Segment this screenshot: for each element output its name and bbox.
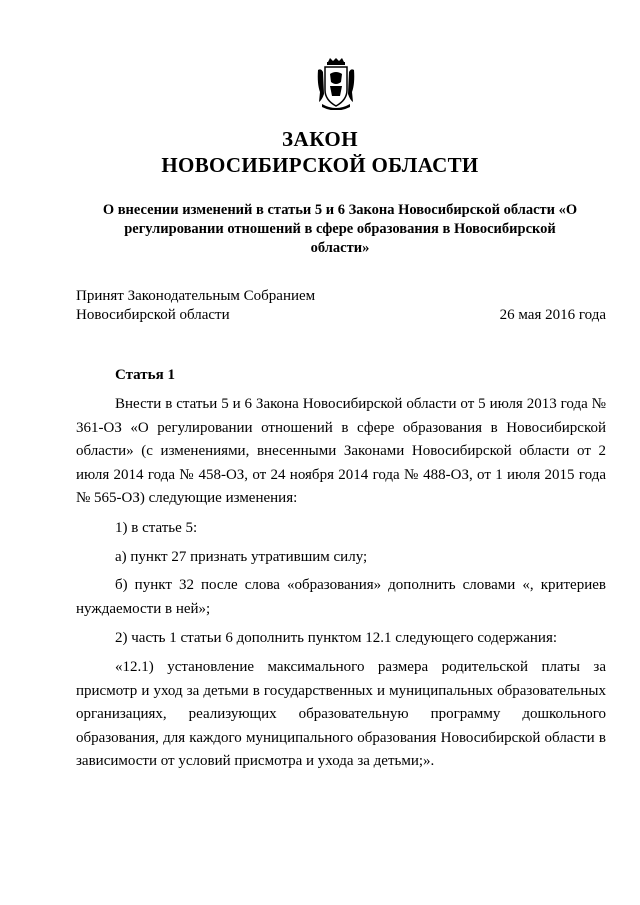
law-subtitle: О внесении изменений в статьи 5 и 6 Закона Новосибирской области «О регулировании отношений в сфере образования в Новосибирской области» [102, 202, 578, 256]
adopted-by-line1: Принят Законодательным Собранием [76, 288, 316, 304]
document-title-region: НОВОСИБИРСКОЙ ОБЛАСТИ [161, 153, 479, 177]
paragraph: Внести в статьи 5 и 6 Закона Новосибирской области от 5 июля 2013 года № 361-ОЗ «О регулировании отношений в сфере образования в Новосибирской области» (с изменениями, внесенными Законами Новосибирской области от 2 июля 2014 года № 458-ОЗ, от 24 ноября 2014 года № 488-ОЗ, от 1 июля 2015 года № 565-ОЗ) следующие изменения: [76, 396, 606, 507]
paragraph: б) пункт 32 после слова «образования» дополнить словами «, критериев нуждаемости в ней»; [76, 577, 606, 617]
article-body [76, 393, 606, 780]
paragraph: 1) в статье 5: [115, 519, 198, 536]
adoption-date: 26 мая 2016 года [499, 307, 606, 323]
document-title: ЗАКОН [281, 127, 359, 151]
paragraph: «12.1) установление максимального размера родительской платы за присмотр и уход за детьми в государственных и муниципальных образовательных организациях, реализующих образовательную программу дошкольного образования, для каждого муниципального образования Новосибирской области в зависимости от условий присмотра и ухода за детьми;». [76, 658, 606, 770]
adopted-by-line2: Новосибирской области [76, 307, 230, 323]
adoption-block [76, 287, 606, 325]
article-heading: Статья 1 [115, 367, 175, 383]
paragraph: 2) часть 1 статьи 6 дополнить пунктом 12.1 следующего содержания: [115, 630, 558, 647]
paragraph: а) пункт 27 признать утратившим силу; [115, 548, 368, 565]
coat-of-arms-icon [316, 58, 356, 110]
